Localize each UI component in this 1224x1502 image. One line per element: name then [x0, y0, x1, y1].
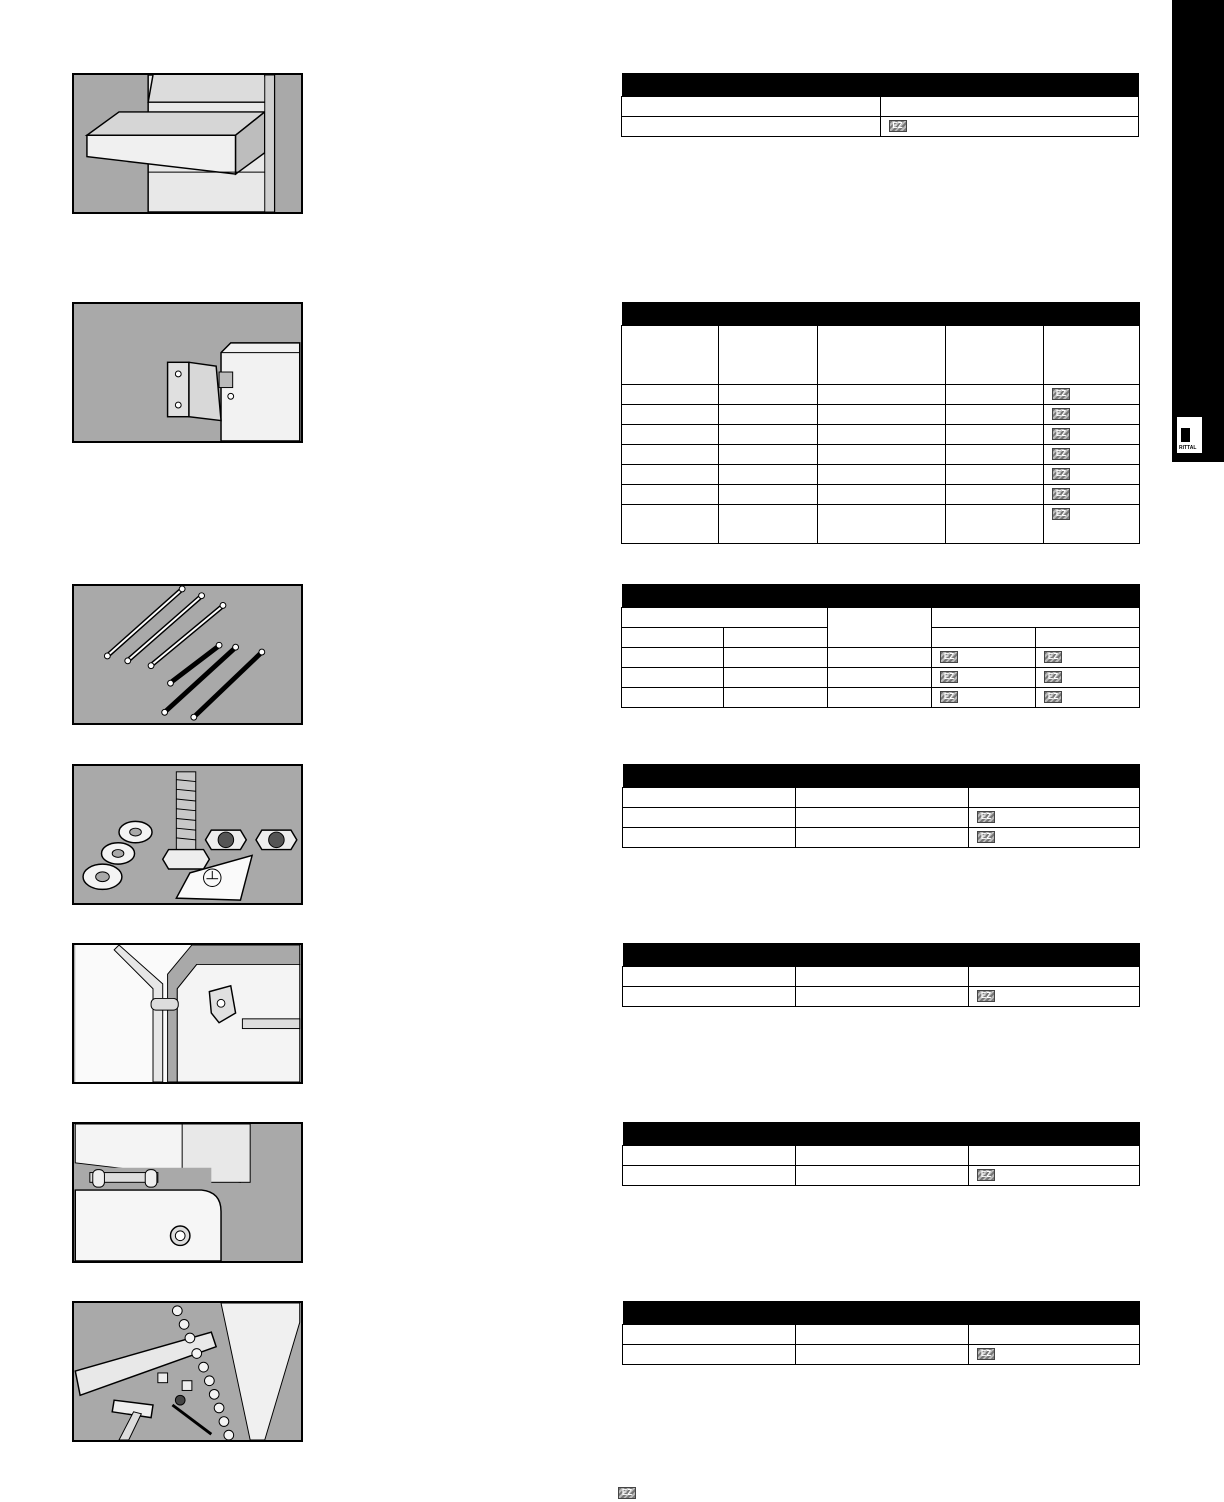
ez-badge-icon: EZ: [940, 671, 958, 683]
ez-badge-icon: EZ: [940, 691, 958, 703]
table-header: [623, 764, 1140, 788]
ez-badge-icon: EZ: [1052, 468, 1070, 480]
grounding-straps-illustration: [72, 584, 303, 725]
door-hinge-table: [622, 943, 1140, 1007]
door-stop-illustration: [72, 1122, 303, 1263]
ground-stud-kit-table: [622, 764, 1140, 848]
table-header: [622, 302, 1140, 326]
section-side-tab: [1172, 0, 1224, 462]
ez-badge-icon: EZ: [889, 120, 907, 132]
shelf-table: [621, 73, 1139, 137]
grounding-chain-illustration: [72, 1301, 303, 1442]
ground-stud-kit-illustration: [72, 764, 303, 905]
bracket-table: [621, 302, 1140, 544]
ez-badge-icon: EZ: [1052, 428, 1070, 440]
control-panel-shelf-illustration: [72, 73, 303, 214]
ez-badge-icon: EZ: [977, 1169, 995, 1181]
table-header: [622, 584, 1140, 608]
ez-badge-icon: EZ: [1052, 388, 1070, 400]
grounding-straps-table: [621, 584, 1140, 708]
table-header: [623, 1301, 1140, 1325]
table-header: [623, 1122, 1140, 1146]
ez-badge-icon: EZ: [977, 831, 995, 843]
ez-badge-icon: EZ: [1044, 691, 1062, 703]
rittal-logo: RITTAL: [1177, 417, 1202, 453]
table-header: [623, 943, 1140, 967]
ez-legend-icon: EZ: [618, 1487, 636, 1499]
ez-badge-icon: EZ: [1052, 448, 1070, 460]
ez-badge-icon: EZ: [977, 1348, 995, 1360]
table-header: [622, 73, 1139, 97]
door-stop-table: [622, 1122, 1140, 1186]
ez-badge-icon: EZ: [1044, 671, 1062, 683]
door-hinge-illustration: [72, 943, 303, 1084]
ez-badge-icon: EZ: [1052, 488, 1070, 500]
ez-badge-icon: EZ: [1052, 508, 1070, 520]
ez-badge-icon: EZ: [977, 811, 995, 823]
ez-badge-icon: EZ: [1044, 651, 1062, 663]
grounding-chain-table: [622, 1301, 1140, 1365]
ez-badge-icon: EZ: [1052, 408, 1070, 420]
ez-badge-icon: EZ: [940, 651, 958, 663]
wall-mounting-bracket-illustration: [72, 302, 303, 443]
ez-badge-icon: EZ: [977, 990, 995, 1002]
